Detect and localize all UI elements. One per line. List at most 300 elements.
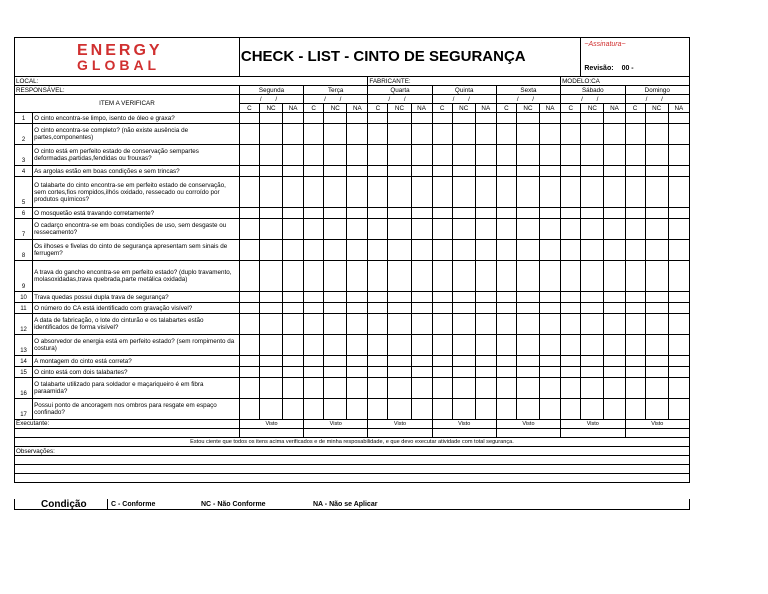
check-cell[interactable] (625, 208, 645, 219)
check-cell[interactable] (324, 208, 347, 219)
check-cell[interactable] (668, 335, 689, 356)
check-cell[interactable] (452, 240, 475, 261)
check-cell[interactable] (347, 166, 368, 177)
check-cell[interactable] (475, 314, 496, 335)
check-cell[interactable] (304, 145, 324, 166)
check-cell[interactable] (239, 367, 259, 378)
check-cell[interactable] (239, 145, 259, 166)
check-cell[interactable] (432, 124, 452, 145)
check-cell[interactable] (539, 113, 560, 124)
check-cell[interactable] (561, 292, 581, 303)
check-cell[interactable] (561, 261, 581, 292)
check-cell[interactable] (496, 240, 516, 261)
check-cell[interactable] (645, 378, 668, 399)
check-cell[interactable] (668, 292, 689, 303)
check-cell[interactable] (625, 113, 645, 124)
fabricante-field[interactable]: FABRICANTE: (368, 77, 561, 86)
check-cell[interactable] (324, 177, 347, 208)
check-cell[interactable] (625, 219, 645, 240)
check-cell[interactable] (283, 356, 304, 367)
check-cell[interactable] (304, 240, 324, 261)
check-cell[interactable] (304, 219, 324, 240)
check-cell[interactable] (368, 335, 388, 356)
observacoes-label[interactable]: Observações: (15, 447, 690, 456)
check-cell[interactable] (581, 399, 604, 420)
check-cell[interactable] (516, 113, 539, 124)
check-cell[interactable] (347, 367, 368, 378)
check-cell[interactable] (625, 240, 645, 261)
check-cell[interactable] (561, 367, 581, 378)
check-cell[interactable] (645, 240, 668, 261)
check-cell[interactable] (347, 124, 368, 145)
check-cell[interactable] (668, 208, 689, 219)
check-cell[interactable] (645, 177, 668, 208)
check-cell[interactable] (452, 124, 475, 145)
visto-field[interactable]: Visto (304, 420, 368, 429)
check-cell[interactable] (496, 261, 516, 292)
check-cell[interactable] (432, 303, 452, 314)
check-cell[interactable] (561, 399, 581, 420)
check-cell[interactable] (452, 314, 475, 335)
check-cell[interactable] (283, 219, 304, 240)
check-cell[interactable] (516, 292, 539, 303)
check-cell[interactable] (304, 367, 324, 378)
check-cell[interactable] (239, 314, 259, 335)
check-cell[interactable] (645, 145, 668, 166)
check-cell[interactable] (516, 378, 539, 399)
check-cell[interactable] (283, 124, 304, 145)
check-cell[interactable] (259, 367, 282, 378)
check-cell[interactable] (539, 292, 560, 303)
check-cell[interactable] (581, 356, 604, 367)
check-cell[interactable] (561, 356, 581, 367)
check-cell[interactable] (581, 177, 604, 208)
check-cell[interactable] (368, 177, 388, 208)
check-cell[interactable] (475, 356, 496, 367)
check-cell[interactable] (581, 124, 604, 145)
check-cell[interactable] (388, 303, 411, 314)
visto-field[interactable]: Visto (625, 420, 689, 429)
check-cell[interactable] (368, 113, 388, 124)
check-cell[interactable] (496, 314, 516, 335)
check-cell[interactable] (452, 177, 475, 208)
check-cell[interactable] (452, 378, 475, 399)
check-cell[interactable] (432, 145, 452, 166)
check-cell[interactable] (604, 335, 625, 356)
check-cell[interactable] (324, 240, 347, 261)
check-cell[interactable] (604, 367, 625, 378)
check-cell[interactable] (388, 335, 411, 356)
check-cell[interactable] (496, 145, 516, 166)
check-cell[interactable] (304, 292, 324, 303)
check-cell[interactable] (539, 399, 560, 420)
check-cell[interactable] (452, 335, 475, 356)
check-cell[interactable] (604, 399, 625, 420)
check-cell[interactable] (604, 314, 625, 335)
check-cell[interactable] (516, 335, 539, 356)
check-cell[interactable] (539, 177, 560, 208)
check-cell[interactable] (259, 208, 282, 219)
check-cell[interactable] (581, 240, 604, 261)
date-field-6[interactable]: / / (625, 95, 689, 104)
check-cell[interactable] (645, 219, 668, 240)
check-cell[interactable] (475, 292, 496, 303)
check-cell[interactable] (561, 177, 581, 208)
check-cell[interactable] (259, 378, 282, 399)
check-cell[interactable] (645, 356, 668, 367)
check-cell[interactable] (304, 303, 324, 314)
date-field-1[interactable]: / / (304, 95, 368, 104)
check-cell[interactable] (539, 367, 560, 378)
check-cell[interactable] (368, 378, 388, 399)
check-cell[interactable] (604, 261, 625, 292)
check-cell[interactable] (452, 145, 475, 166)
check-cell[interactable] (347, 335, 368, 356)
check-cell[interactable] (432, 261, 452, 292)
check-cell[interactable] (604, 240, 625, 261)
check-cell[interactable] (452, 166, 475, 177)
check-cell[interactable] (475, 219, 496, 240)
check-cell[interactable] (259, 219, 282, 240)
check-cell[interactable] (432, 208, 452, 219)
check-cell[interactable] (581, 261, 604, 292)
check-cell[interactable] (347, 208, 368, 219)
check-cell[interactable] (411, 335, 432, 356)
check-cell[interactable] (645, 367, 668, 378)
check-cell[interactable] (432, 378, 452, 399)
check-cell[interactable] (432, 356, 452, 367)
check-cell[interactable] (283, 261, 304, 292)
check-cell[interactable] (411, 314, 432, 335)
check-cell[interactable] (347, 314, 368, 335)
check-cell[interactable] (304, 261, 324, 292)
check-cell[interactable] (668, 240, 689, 261)
check-cell[interactable] (452, 356, 475, 367)
check-cell[interactable] (625, 166, 645, 177)
check-cell[interactable] (347, 261, 368, 292)
check-cell[interactable] (411, 219, 432, 240)
check-cell[interactable] (561, 335, 581, 356)
check-cell[interactable] (259, 240, 282, 261)
check-cell[interactable] (304, 378, 324, 399)
check-cell[interactable] (304, 335, 324, 356)
check-cell[interactable] (625, 378, 645, 399)
check-cell[interactable] (561, 113, 581, 124)
check-cell[interactable] (668, 367, 689, 378)
local-field[interactable]: LOCAL: (15, 77, 368, 86)
check-cell[interactable] (539, 145, 560, 166)
check-cell[interactable] (625, 356, 645, 367)
check-cell[interactable] (411, 356, 432, 367)
check-cell[interactable] (496, 335, 516, 356)
check-cell[interactable] (347, 177, 368, 208)
check-cell[interactable] (259, 113, 282, 124)
check-cell[interactable] (645, 261, 668, 292)
check-cell[interactable] (668, 219, 689, 240)
check-cell[interactable] (668, 314, 689, 335)
check-cell[interactable] (668, 378, 689, 399)
check-cell[interactable] (432, 399, 452, 420)
check-cell[interactable] (561, 219, 581, 240)
check-cell[interactable] (625, 314, 645, 335)
check-cell[interactable] (475, 367, 496, 378)
check-cell[interactable] (452, 113, 475, 124)
check-cell[interactable] (283, 367, 304, 378)
check-cell[interactable] (604, 219, 625, 240)
check-cell[interactable] (239, 177, 259, 208)
check-cell[interactable] (324, 335, 347, 356)
check-cell[interactable] (475, 335, 496, 356)
check-cell[interactable] (239, 240, 259, 261)
check-cell[interactable] (283, 335, 304, 356)
check-cell[interactable] (516, 208, 539, 219)
check-cell[interactable] (581, 145, 604, 166)
check-cell[interactable] (539, 166, 560, 177)
check-cell[interactable] (283, 177, 304, 208)
check-cell[interactable] (452, 261, 475, 292)
check-cell[interactable] (645, 166, 668, 177)
check-cell[interactable] (539, 261, 560, 292)
check-cell[interactable] (368, 367, 388, 378)
check-cell[interactable] (324, 113, 347, 124)
check-cell[interactable] (625, 367, 645, 378)
check-cell[interactable] (239, 124, 259, 145)
check-cell[interactable] (475, 145, 496, 166)
check-cell[interactable] (516, 261, 539, 292)
check-cell[interactable] (496, 177, 516, 208)
check-cell[interactable] (283, 399, 304, 420)
check-cell[interactable] (604, 356, 625, 367)
check-cell[interactable] (604, 303, 625, 314)
check-cell[interactable] (411, 261, 432, 292)
check-cell[interactable] (368, 208, 388, 219)
check-cell[interactable] (475, 166, 496, 177)
check-cell[interactable] (432, 166, 452, 177)
check-cell[interactable] (368, 303, 388, 314)
check-cell[interactable] (581, 303, 604, 314)
check-cell[interactable] (475, 208, 496, 219)
check-cell[interactable] (388, 124, 411, 145)
check-cell[interactable] (625, 124, 645, 145)
visto-field[interactable]: Visto (368, 420, 432, 429)
check-cell[interactable] (645, 314, 668, 335)
check-cell[interactable] (304, 166, 324, 177)
check-cell[interactable] (347, 113, 368, 124)
check-cell[interactable] (432, 292, 452, 303)
check-cell[interactable] (645, 335, 668, 356)
date-field-4[interactable]: / / (496, 95, 560, 104)
check-cell[interactable] (324, 356, 347, 367)
check-cell[interactable] (475, 177, 496, 208)
check-cell[interactable] (259, 261, 282, 292)
check-cell[interactable] (625, 335, 645, 356)
observacoes-line[interactable] (15, 465, 690, 474)
check-cell[interactable] (668, 166, 689, 177)
check-cell[interactable] (516, 124, 539, 145)
check-cell[interactable] (388, 356, 411, 367)
check-cell[interactable] (304, 177, 324, 208)
check-cell[interactable] (411, 292, 432, 303)
check-cell[interactable] (581, 219, 604, 240)
check-cell[interactable] (496, 367, 516, 378)
check-cell[interactable] (411, 166, 432, 177)
check-cell[interactable] (411, 208, 432, 219)
check-cell[interactable] (625, 399, 645, 420)
check-cell[interactable] (496, 303, 516, 314)
check-cell[interactable] (368, 261, 388, 292)
check-cell[interactable] (388, 399, 411, 420)
check-cell[interactable] (516, 219, 539, 240)
check-cell[interactable] (411, 303, 432, 314)
check-cell[interactable] (432, 219, 452, 240)
check-cell[interactable] (516, 399, 539, 420)
check-cell[interactable] (496, 124, 516, 145)
check-cell[interactable] (411, 124, 432, 145)
check-cell[interactable] (259, 166, 282, 177)
check-cell[interactable] (581, 335, 604, 356)
check-cell[interactable] (561, 378, 581, 399)
check-cell[interactable] (388, 292, 411, 303)
check-cell[interactable] (496, 378, 516, 399)
check-cell[interactable] (561, 145, 581, 166)
check-cell[interactable] (324, 367, 347, 378)
check-cell[interactable] (411, 177, 432, 208)
check-cell[interactable] (452, 367, 475, 378)
check-cell[interactable] (239, 335, 259, 356)
check-cell[interactable] (283, 113, 304, 124)
check-cell[interactable] (539, 378, 560, 399)
visto-field[interactable]: Visto (432, 420, 496, 429)
check-cell[interactable] (581, 208, 604, 219)
check-cell[interactable] (324, 292, 347, 303)
check-cell[interactable] (645, 113, 668, 124)
check-cell[interactable] (368, 399, 388, 420)
responsavel-field[interactable]: RESPONSÁVEL: (15, 86, 240, 95)
check-cell[interactable] (324, 303, 347, 314)
check-cell[interactable] (625, 303, 645, 314)
check-cell[interactable] (347, 145, 368, 166)
check-cell[interactable] (539, 303, 560, 314)
check-cell[interactable] (496, 113, 516, 124)
check-cell[interactable] (368, 314, 388, 335)
check-cell[interactable] (561, 124, 581, 145)
check-cell[interactable] (561, 208, 581, 219)
check-cell[interactable] (645, 292, 668, 303)
check-cell[interactable] (347, 356, 368, 367)
check-cell[interactable] (324, 378, 347, 399)
check-cell[interactable] (604, 292, 625, 303)
check-cell[interactable] (452, 208, 475, 219)
check-cell[interactable] (259, 145, 282, 166)
check-cell[interactable] (239, 219, 259, 240)
check-cell[interactable] (239, 378, 259, 399)
check-cell[interactable] (324, 219, 347, 240)
check-cell[interactable] (452, 303, 475, 314)
check-cell[interactable] (645, 303, 668, 314)
check-cell[interactable] (496, 292, 516, 303)
check-cell[interactable] (645, 399, 668, 420)
check-cell[interactable] (411, 240, 432, 261)
check-cell[interactable] (239, 208, 259, 219)
check-cell[interactable] (239, 356, 259, 367)
check-cell[interactable] (324, 166, 347, 177)
check-cell[interactable] (368, 292, 388, 303)
check-cell[interactable] (581, 113, 604, 124)
check-cell[interactable] (368, 124, 388, 145)
check-cell[interactable] (347, 292, 368, 303)
check-cell[interactable] (304, 356, 324, 367)
check-cell[interactable] (432, 335, 452, 356)
check-cell[interactable] (452, 399, 475, 420)
check-cell[interactable] (516, 314, 539, 335)
check-cell[interactable] (452, 292, 475, 303)
check-cell[interactable] (668, 303, 689, 314)
check-cell[interactable] (324, 124, 347, 145)
check-cell[interactable] (604, 113, 625, 124)
check-cell[interactable] (496, 356, 516, 367)
check-cell[interactable] (475, 378, 496, 399)
check-cell[interactable] (516, 356, 539, 367)
check-cell[interactable] (452, 219, 475, 240)
check-cell[interactable] (604, 208, 625, 219)
check-cell[interactable] (625, 292, 645, 303)
check-cell[interactable] (324, 314, 347, 335)
check-cell[interactable] (668, 145, 689, 166)
check-cell[interactable] (388, 166, 411, 177)
check-cell[interactable] (516, 166, 539, 177)
check-cell[interactable] (388, 261, 411, 292)
check-cell[interactable] (283, 208, 304, 219)
check-cell[interactable] (347, 399, 368, 420)
check-cell[interactable] (239, 399, 259, 420)
check-cell[interactable] (259, 399, 282, 420)
check-cell[interactable] (668, 261, 689, 292)
check-cell[interactable] (432, 314, 452, 335)
check-cell[interactable] (304, 113, 324, 124)
check-cell[interactable] (259, 303, 282, 314)
check-cell[interactable] (581, 292, 604, 303)
check-cell[interactable] (283, 166, 304, 177)
check-cell[interactable] (324, 261, 347, 292)
visto-field[interactable]: Visto (239, 420, 303, 429)
check-cell[interactable] (581, 367, 604, 378)
date-field-0[interactable]: / / (239, 95, 303, 104)
check-cell[interactable] (475, 113, 496, 124)
check-cell[interactable] (539, 208, 560, 219)
check-cell[interactable] (561, 240, 581, 261)
check-cell[interactable] (625, 261, 645, 292)
check-cell[interactable] (368, 145, 388, 166)
check-cell[interactable] (561, 303, 581, 314)
check-cell[interactable] (516, 367, 539, 378)
check-cell[interactable] (259, 314, 282, 335)
check-cell[interactable] (388, 219, 411, 240)
check-cell[interactable] (475, 124, 496, 145)
check-cell[interactable] (539, 219, 560, 240)
check-cell[interactable] (516, 177, 539, 208)
check-cell[interactable] (432, 113, 452, 124)
check-cell[interactable] (388, 367, 411, 378)
check-cell[interactable] (259, 124, 282, 145)
check-cell[interactable] (496, 219, 516, 240)
check-cell[interactable] (475, 399, 496, 420)
check-cell[interactable] (604, 145, 625, 166)
check-cell[interactable] (388, 314, 411, 335)
modelo-field[interactable]: MODELO:CA (561, 77, 690, 86)
check-cell[interactable] (604, 124, 625, 145)
date-field-3[interactable]: / / (432, 95, 496, 104)
check-cell[interactable] (581, 378, 604, 399)
